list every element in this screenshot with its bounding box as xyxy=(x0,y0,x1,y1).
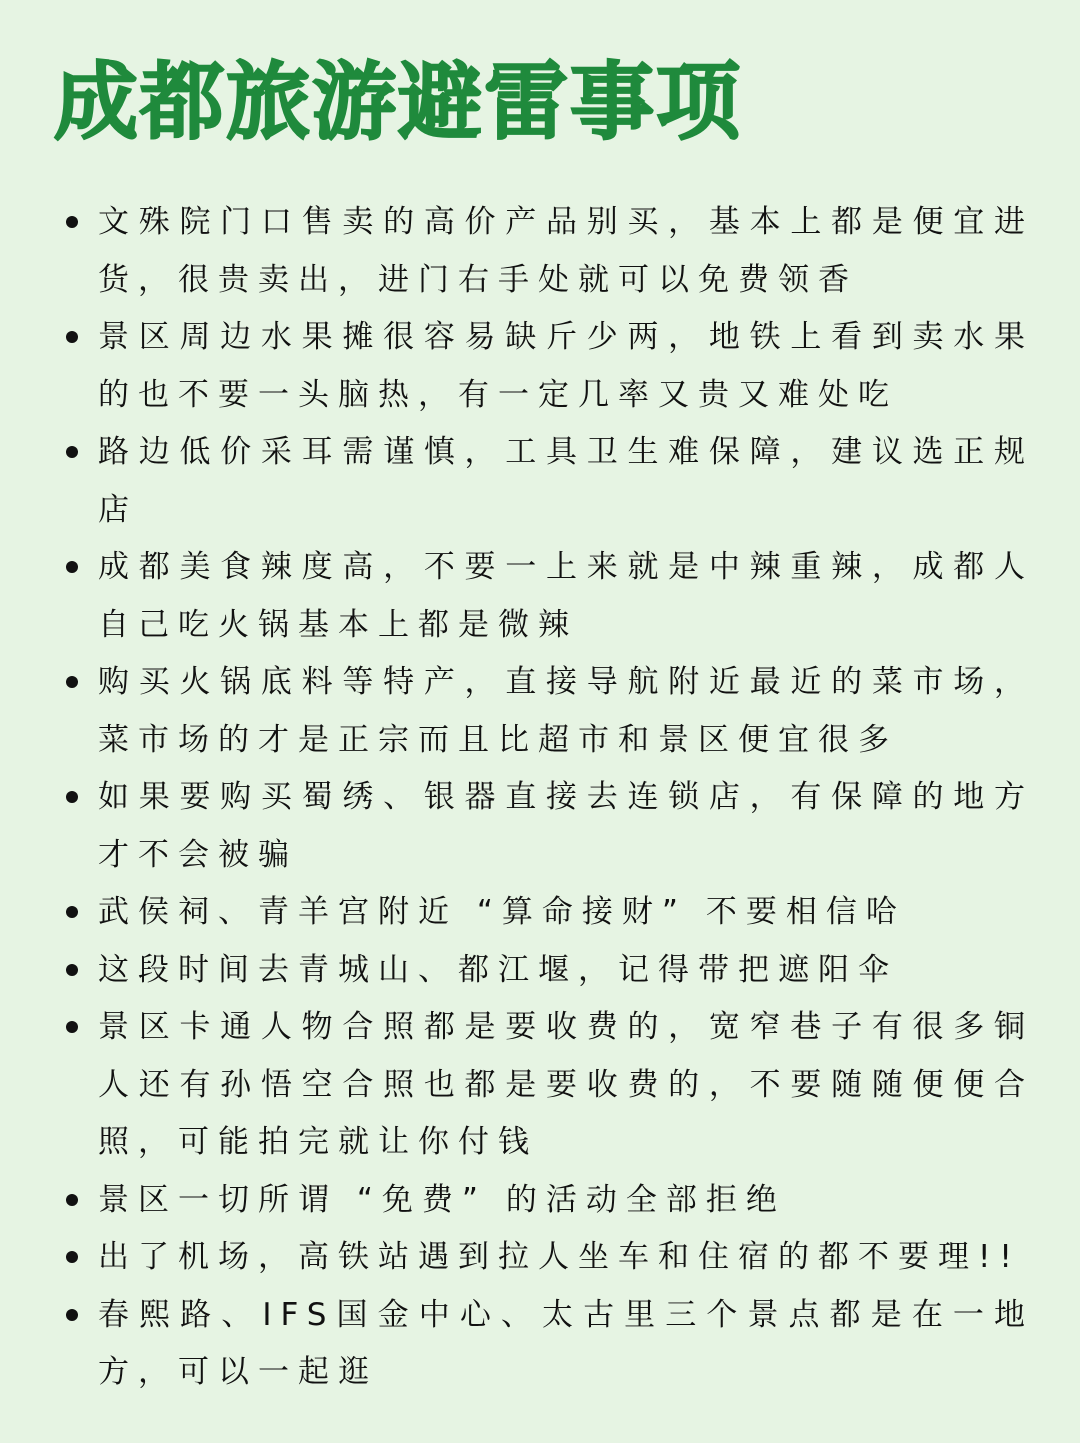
list-item-text: 购买火锅底料等特产，直接导航附近最近的菜市场，菜市场的才是正宗而且比超市和景区便宜很多 xyxy=(98,664,1034,758)
list-item xyxy=(54,539,1034,654)
page-title: 成都旅游避雷事项 xyxy=(54,53,743,151)
bullet-icon xyxy=(66,331,78,343)
list-item-text: 春熙路、IFS国金中心、太古里三个景点都是在一地方，可以一起逛 xyxy=(98,1296,1034,1390)
list-item-text: 景区周边水果摊很容易缺斤少两，地铁上看到卖水果的也不要一头脑热，有一定几率又贵又难处吃 xyxy=(98,319,1034,413)
bullet-icon xyxy=(66,446,78,458)
list-item xyxy=(54,769,1034,884)
bullet-icon xyxy=(66,1309,78,1321)
list-item xyxy=(54,884,1034,942)
list-item xyxy=(54,309,1034,424)
bullet-icon xyxy=(66,216,78,228)
bullet-icon xyxy=(66,1021,78,1033)
list-item xyxy=(54,1229,1034,1287)
bullet-icon xyxy=(66,964,78,976)
list-item xyxy=(54,1172,1034,1230)
tips-list xyxy=(54,194,1034,1402)
bullet-icon xyxy=(66,676,78,688)
list-item-text: 景区一切所谓 “免费” 的活动全部拒绝 xyxy=(98,1181,786,1218)
bullet-icon xyxy=(66,791,78,803)
list-item-text: 成都美食辣度高，不要一上来就是中辣重辣，成都人自己吃火锅基本上都是微辣 xyxy=(98,549,1034,643)
list-item xyxy=(54,194,1034,309)
list-item-text: 文殊院门口售卖的高价产品别买，基本上都是便宜进货，很贵卖出，进门右手处就可以免费领香 xyxy=(98,204,1034,298)
list-item xyxy=(54,424,1034,539)
list-item-text: 路边低价采耳需谨慎，工具卫生难保障，建议选正规店 xyxy=(98,434,1034,528)
bullet-icon xyxy=(66,1251,78,1263)
list-item xyxy=(54,999,1034,1172)
list-item xyxy=(54,654,1034,769)
bullet-icon xyxy=(66,561,78,573)
list-item xyxy=(54,942,1034,1000)
bullet-icon xyxy=(66,1194,78,1206)
list-item-text: 出了机场，高铁站遇到拉人坐车和住宿的都不要理!! xyxy=(98,1239,1021,1275)
bullet-icon xyxy=(66,906,78,918)
list-item-text: 这段时间去青城山、都江堰，记得带把遮阳伞 xyxy=(98,951,898,988)
list-item-text: 如果要购买蜀绣、银器直接去连锁店，有保障的地方才不会被骗 xyxy=(98,779,1034,873)
list-item-text: 景区卡通人物合照都是要收费的，宽窄巷子有很多铜人还有孙悟空合照也都是要收费的，不要随随便便合照，可能拍完就让你付钱 xyxy=(98,1009,1034,1160)
list-item xyxy=(54,1287,1034,1402)
list-item-text: 武侯祠、青羊宫附近 “算命接财” 不要相信哈 xyxy=(98,894,906,930)
